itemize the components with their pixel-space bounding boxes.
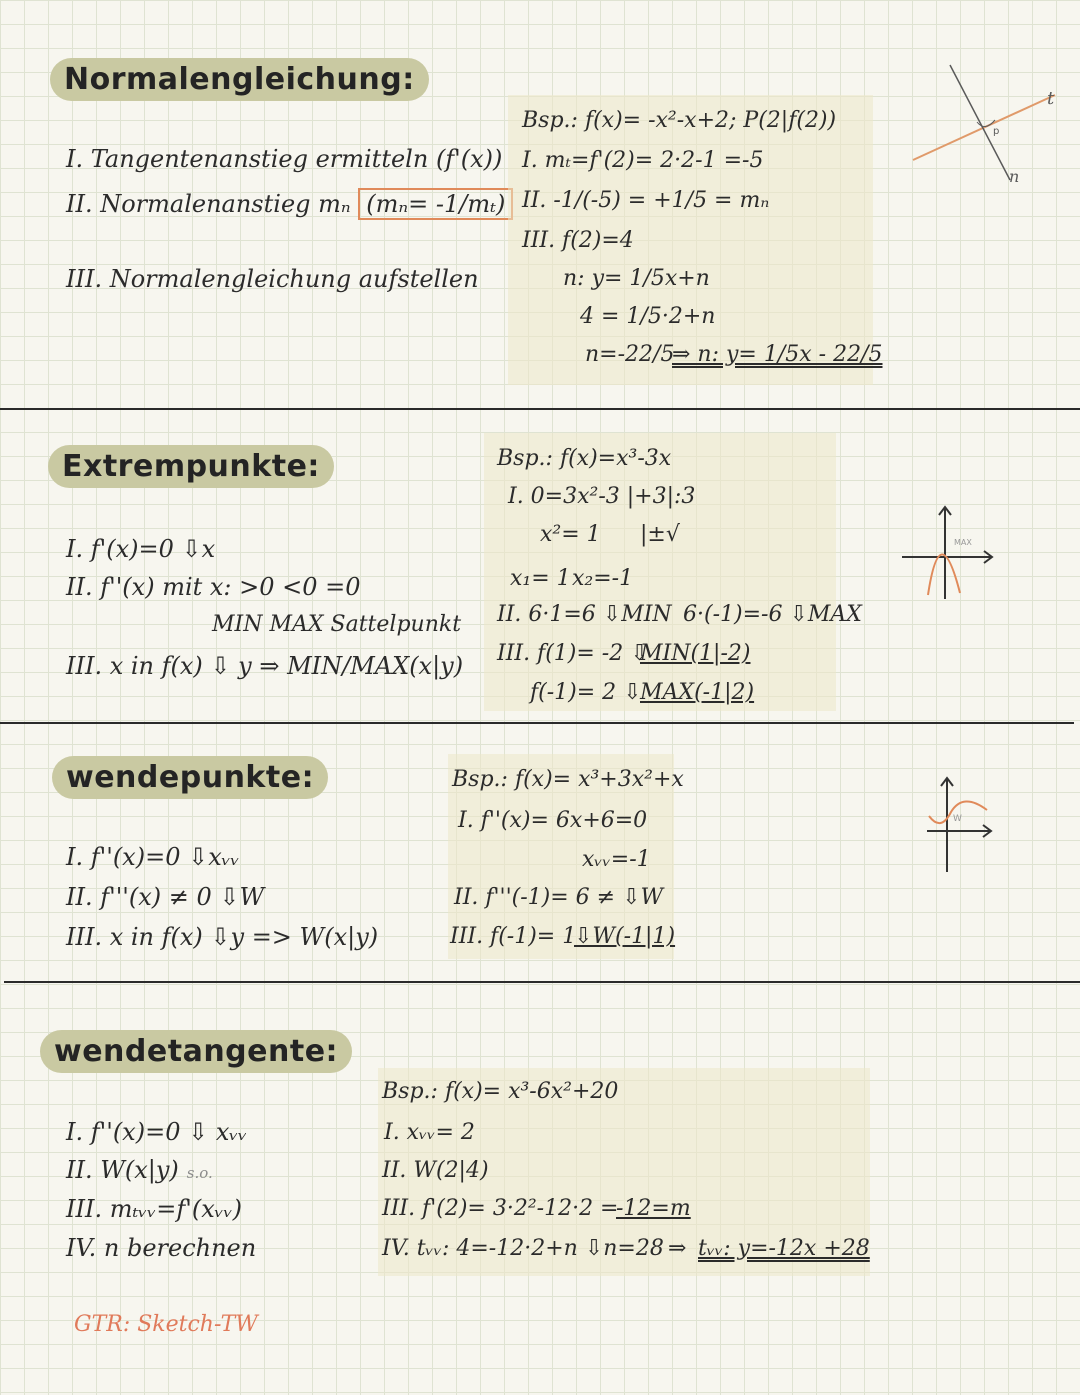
extrem-example-line-1: Bsp.: f(x)=x³-3x <box>497 446 672 471</box>
tangent-normal-sketch <box>905 60 1065 190</box>
separator-3 <box>4 981 1080 983</box>
sketch-label-n: n <box>1009 167 1020 186</box>
tangente-example-line-1: Bsp.: f(x)= x³-6x²+20 <box>382 1079 619 1104</box>
normal-step-1: I. Tangentenanstieg ermitteln (f'(x)) <box>66 145 503 173</box>
normal-line <box>950 65 1010 180</box>
tangente-step-4: IV. n berechnen <box>66 1234 257 1262</box>
heading-extrempunkte: Extrempunkte: <box>48 445 334 488</box>
wende-step-1: I. f''(x)=0 ⇩xᵥᵥ <box>66 843 240 871</box>
tangente-example-slope: -12=m <box>616 1196 691 1221</box>
tangente-step-3: III. mₜᵥᵥ=f'(xᵥᵥ) <box>66 1195 242 1223</box>
normal-example-line-5: n: y= 1/5x+n <box>563 266 710 291</box>
tangente-example-line-3: II. W(2|4) <box>382 1158 489 1183</box>
extrem-example-min: MIN(1|-2) <box>640 641 751 666</box>
normal-example-line-4: III. f(2)=4 <box>522 228 634 253</box>
extrem-step-2-cases: MIN MAX Sattelpunkt <box>212 612 462 637</box>
tangente-example-line-5: IV. tᵥᵥ: 4=-12·2+n ⇩n=28 <box>382 1236 664 1261</box>
normal-example-line-7: n=-22/5 <box>585 342 675 367</box>
sketch-max-label: MAX <box>954 538 972 547</box>
extrem-example-line-5: II. 6·1=6 ⇩MIN <box>497 602 672 627</box>
extrem-example-line-3: x²= 1 <box>540 522 601 547</box>
heading-normalengleichung: Normalengleichung: <box>50 58 429 101</box>
normal-example-line-6: 4 = 1/5·2+n <box>580 304 716 329</box>
wende-example-line-1: Bsp.: f(x)= x³+3x²+x <box>452 767 684 792</box>
normal-example-line-3: II. -1/(-5) = +1/5 = mₙ <box>522 188 770 213</box>
extrem-example-line-5b: 6·(-1)=-6 ⇩MAX <box>683 602 862 627</box>
extrem-example-line-2: I. 0=3x²-3 |+3|:3 <box>508 484 696 509</box>
tangente-example-line-4: III. f'(2)= 3·2²-12·2 = <box>382 1196 619 1221</box>
separator-2 <box>0 722 1074 724</box>
wende-step-3: III. x in f(x) ⇩y => W(x|y) <box>66 923 379 951</box>
extrem-example-line-4: x₁= 1 <box>510 566 571 591</box>
wende-example-line-2: I. f''(x)= 6x+6=0 <box>458 808 648 833</box>
wende-step-2: II. f'''(x) ≠ 0 ⇩W <box>66 883 265 911</box>
sketch-label-p: p <box>993 126 1000 137</box>
normal-example-line-1: Bsp.: f(x)= -x²-x+2; P(2|f(2)) <box>522 108 837 133</box>
heading-wendepunkte: wendepunkte: <box>52 756 328 799</box>
heading-wendetangente: wendetangente: <box>40 1030 352 1073</box>
extrem-sketch <box>900 505 995 605</box>
normal-slope-formula: (mₙ= -1/mₜ) <box>358 188 513 220</box>
normal-step-2 <box>66 190 513 218</box>
normal-step-3: III. Normalengleichung aufstellen <box>66 265 479 293</box>
wende-example-line-5: III. f(-1)= 1 <box>450 924 577 949</box>
sketch-label-t: t <box>1047 88 1055 109</box>
normal-step-2-text: II. Normalenanstieg mₙ <box>66 190 351 218</box>
extrem-step-1: I. f'(x)=0 ⇩x <box>66 535 216 563</box>
normal-example-line-2: I. mₜ=f'(2)= 2·2-1 =-5 <box>522 148 764 173</box>
wende-example-result: ⇩W(-1|1) <box>574 924 676 949</box>
tangente-example-result: tᵥᵥ: y=-12x +28 <box>698 1236 870 1261</box>
tangent-line <box>913 95 1055 160</box>
tangente-step-1: I. f''(x)=0 ⇩ xᵥᵥ <box>66 1118 248 1146</box>
extrem-example-line-6: III. f(1)= -2 ⇩ <box>497 641 649 666</box>
tangente-step-2-text: II. W(x|y) <box>66 1156 179 1184</box>
tangente-step-2 <box>66 1156 213 1184</box>
wende-sketch <box>925 776 995 876</box>
separator-1 <box>0 408 1080 410</box>
extrem-example-line-7: f(-1)= 2 ⇩ <box>530 680 642 705</box>
tangente-step-2-so: s.o. <box>186 1164 213 1182</box>
wende-example-line-3: xᵥᵥ=-1 <box>582 847 651 872</box>
gtr-note: GTR: Sketch-TW <box>74 1312 258 1337</box>
extrem-example-line-3b: |±√ <box>640 522 680 547</box>
extrem-step-2: II. f''(x) mit x: >0 <0 =0 <box>66 573 361 601</box>
extrem-example-max: MAX(-1|2) <box>640 680 755 705</box>
extrem-step-3: III. x in f(x) ⇩ y ⇒ MIN/MAX(x|y) <box>66 652 464 680</box>
tangente-example-arrow: ⇒ <box>668 1236 687 1261</box>
normal-example-result: ⇒ n: y= 1/5x - 22/5 <box>672 342 883 367</box>
wende-example-line-4: II. f'''(-1)= 6 ≠ ⇩W <box>454 885 664 910</box>
tangente-example-line-2: I. xᵥᵥ= 2 <box>384 1120 475 1145</box>
sketch-w-label: W <box>953 814 962 824</box>
extrem-example-line-4b: x₂=-1 <box>572 566 634 591</box>
